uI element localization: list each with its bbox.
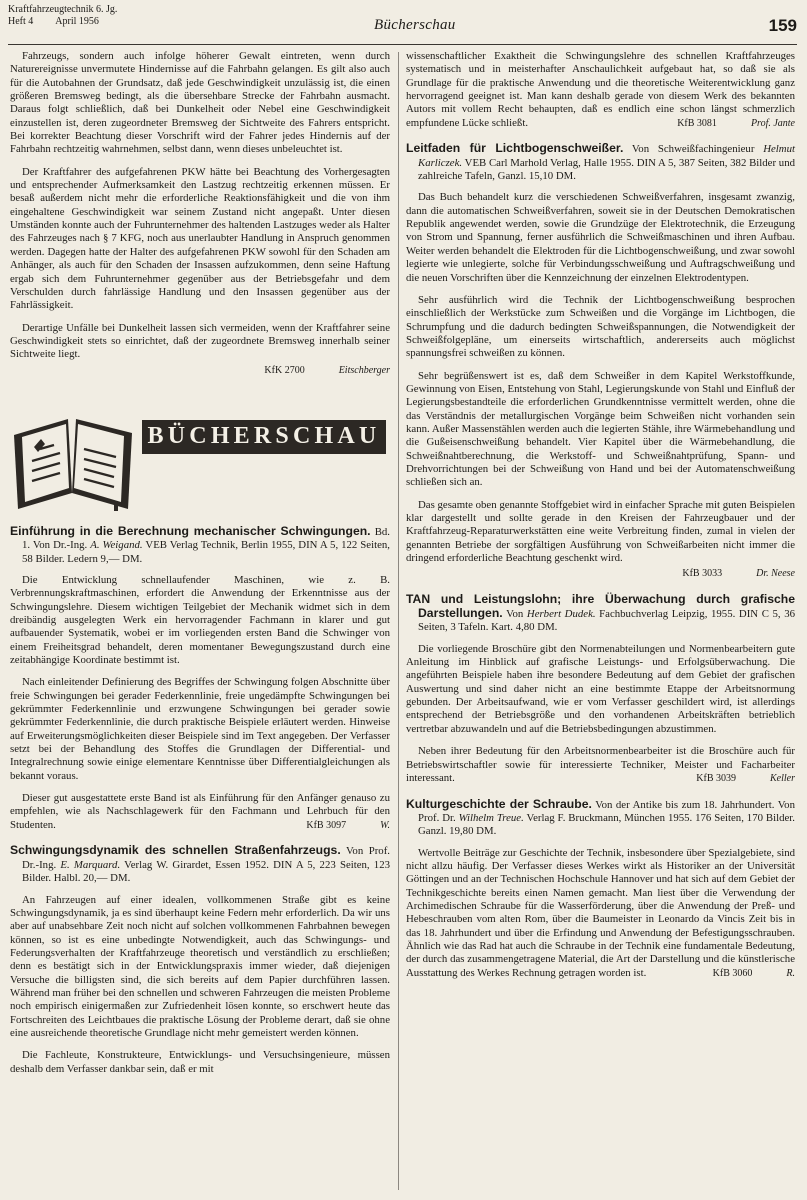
section-title: Bücherschau [374,17,456,33]
review-biblio: VEB Carl Marhold Verlag, Halle 1955. DIN A 5, 387 Seiten, 382 Bilder und zahlreiche Tafeln, Ganzl. 15,10 DM. [418,156,795,183]
issue-number: Heft 4 [8,16,34,27]
review-paragraph: Die Entwicklung schnellaufender Maschinen, wie z. B. Verbrennungskraftmaschinen, erfordert die Anwendung der Erkenntnisse aus der Schwingungslehre. Diesem wichtigen Teilgebiet der Mechanik widmet sich in dem dreibändig ausgelegten Werk ein hervorragender Fachmann in klarer und gut aufbauender Systematik, wobei er im vorliegenden ersten Band die Schwinger von einem Freiheitsgrad behandelt, deren momentaner Bewegungszustand durch eine zeitabhängige Koordinate bestimmt ist. [10,573,390,666]
signature-code: KfB 3039 [696,773,736,785]
review-paragraph: wissenschaftlicher Exaktheit die Schwingungslehre des schnellen Kraftfahrzeuges systematisch und in meisterhafter Anschaulichkeit aufgebaut hat, so daß sie als Grundlage für die praktische Anwendung und die theoretische Weiterentwicklung ganz hervorragend geeignet ist. Man kann deshalb gerade von diesem Werk des bekannten Autors mit vollem Recht behaupten, daß es endlich eine schon längst schmerzlich empfundene Lücke schließt. [406,50,795,129]
banner-bar [142,420,386,454]
review-paragraph: Nach einleitender Definierung des Begriffes der Schwingung folgen Abschnitte über freie Schwingungen bei gerader Federkennlinie, freie ungedämpfte Schwingungen bei gekrümmter Federkennlinie und erzwungene Schwingungen bei gerader sowie gekrümmter Federkennlinie, die durch praktische Beispiele erläutert werden. Hinweise auf Erweiterungsmöglichkeiten dieser Beispiele sind im Text angegeben. Der Verfasser setzt bei der Behandlung des Stoffes die Grundlagen der Differential- und Integralrechnung sowie einige elementare Kenntnisse über Differentialgleichungen als bekannt voraus. [10,676,390,782]
right-column [406,50,795,992]
left-column [10,50,390,1085]
review-heading [10,525,390,566]
open-book-icon [10,389,390,519]
review-signature [406,567,795,580]
review-heading [10,844,390,885]
article-paragraph: Der Kraftfahrer des aufgefahrenen PKW hätte bei Beachtung des Vorhergesagten und entsprechender Aufmerksamkeit den Lastzug rechtzeitig erkennen müssen. Er besaß außerdem nicht mehr die erforderliche Reaktionsfähigkeit und die von ihm eingehaltene Geschwindigkeit war seinem Zustand nicht angepaßt. Unter diesen Umständen konnte auch der Fuhrunternehmer des haltenden Lastzuges weder als Halter des Fahrzeuges nach § 7 KFG, noch aus unerlaubter Handlung in Anspruch genommen werden. Dagegen hatte der Halter des aufgefahrenen PKW sowohl für den Schaden am Anhänger, als auch für den Schaden der Insassen aufzukommen, denn seine Haftung ergab sich dem Fuhrunternehmer gegenüber aus der Betriebsgefahr und dem Verschulden durch fahrlässige Handlung und den Insassen gegenüber aus der Fahrlässigkeit. [10,165,390,312]
bucherschau-banner [10,389,390,519]
review-title: Einführung in die Berechnung mechanischer Schwingungen. [10,523,371,538]
review-biblio: Von der Antike bis zum 18. Jahrhundert. Von Prof. Dr. [418,798,795,824]
signature-code: KfB 3097 [306,820,347,832]
review-biblio: Von Schweißfachingenieur [631,143,755,156]
review-biblio: Verlag F. Bruckmann, München 1955. 176 Seiten, 170 Bilder. Ganzl. 19,80 DM. [418,811,795,838]
signature-code: KfB 3033 [682,568,723,580]
page-header [8,4,797,45]
review-paragraph: Wertvolle Beiträge zur Geschichte der Technik, insbesondere über Spezialgebiete, sind nicht allzu häufig. Der Verfasser dieses Werkes wirkt als Historiker an der Universität Göttingen und an der Technischen Hochschule Hannover und hat sich auf dem Gebiet der Technikgeschichte bereits einen Namen gemacht. Man liest über die Verwendung der Archimedischen Schraube für die Wasserförderung, über die Anwendung der Preß- und Hebeschrauben vom alten Rom, über die Baumeister in Leonardo da Vincis Zeit bis in das 18. Jahrhundert und über die Erfindung und Anwendung der Befestigungsschrauben. Ähnlich wie das Rad hat auch die Schraube in der Technik eine fundamentale Bedeutung, der durch das zusammengetragene Material, die Art der Darstellung und die künstlerische Ausstattung des Werkes Rechnung getragen worden ist. [406,846,795,979]
review-biblio: VEB Verlag Technik, Berlin 1955, DIN A 5, 122 Seiten, 58 Bilder. Ledern 9,— DM. [22,539,390,565]
review-paragraph: Das gesamte oben genannte Stoffgebiet wird in einfacher Sprache mit guten Beispielen klar dargestellt und sollte gerade in den Kreisen der Fahrzeugbauer und der Kraftfahrzeug-Reparaturwerkstätten eine weite Verbreitung finden, zumal in vielen der genannten Betriebe der sorgfältigen Ausführung von Schweißarbeiten nicht immer die dringend erforderliche Beachtung geschenkt wird. [406,498,795,565]
review-paragraph: Das Buch behandelt kurz die verschiedenen Schweißverfahren, insgesamt zwanzig, dann die automatischen Schweißverfahren, soweit sie in der Deutschen Demokratischen Republik angewendet werden, sowie die Grundzüge der Elektrotechnik, die Erzeugung von Strom und Spannung, ferner ausführlich die Schweißmaschinen und ihren Aufbau. Weiter werden behandelt die Elektroden für die Lichtbogenschweißung, und zwar sowohl legierte wie unlegierte, solche für Verbindungsschweißung und Auftragschweißung und die neuen Vorschriften über die Kennzeichnung der einzelnen Elektrodentypen. [406,191,795,284]
review-author: Helmut Karliczek. [418,143,795,169]
review-paragraph: An Fahrzeugen auf einer idealen, vollkommenen Straße gibt es keine Schwingungsdynamik, ja es sind überhaupt keine Federn mehr erforderlich. Da wir uns aber auf unabsehbare Zeit noch nicht auf solchen vollkommenen Fahrbahnen bewegen können, so ist es eine unbedingte Notwendigkeit, auch das Schwingungs- und Federungsverhalten der Kraftfahrzeuge theoretisch und verständlich zu erschließen; denn es bestätigt sich in der Entwicklungspraxis immer wieder, daß diejenigen Versuche die billigsten sind, die sich bereits auf dem Papier durchführen lassen. Während man früher bei den schnellen und schweren Fahrzeugen die meisten Probleme noch empirisch einigermaßen zur Zufriedenheit lösen konnte, so erschwert heute das Fortschreiten des Leichtbaues die praktische Lösung der Probleme derart, daß sie ohne eine ausreichende theoretische Grundlage nicht mehr gemeistert werden können. [10,893,390,1039]
review-title: Schwingungsdynamik des schnellen Straßenfahrzeugs. [10,843,341,858]
review-author: E. Marquard. [60,858,121,871]
review-paragraph: Dieser gut ausgestattete erste Band ist als Einführung für den Anfänger genauso zu empfehlen, wie als Nachschlagewerk für den Fachmann und Lehrbuch für den Studenten. [10,792,390,831]
review-title: Kulturgeschichte der Schraube. [406,796,592,811]
signature-author: Prof. Jante [750,118,795,130]
signature-author: Eitschberger [338,364,390,376]
journal-info [8,4,117,28]
review-biblio: Von [506,608,524,621]
column-divider [398,52,399,1190]
review-paragraph: Neben ihrer Bedeutung für den Arbeitsnormenbearbeiter ist die Broschüre auch für Betriebswirtschaftler sowie für interessierte Techniker, Meister und Facharbeiter interessant. [406,745,795,784]
signature-author: W. [380,820,390,832]
issue-date [8,16,117,28]
signature-code: KfB 3060 [712,968,753,979]
review-heading [406,142,795,183]
review-author: Herbert Dudek. [526,608,596,621]
review-title: Leitfaden für Lichtbogenschweißer. [406,141,624,156]
signature-author: R. [786,968,795,979]
signature-author: Dr. Neese [756,568,795,580]
review-title: TAN und Leistungslohn; ihre Überwachung durch grafische Darstellungen. [406,591,795,621]
review-heading [406,798,795,839]
review-biblio: Bd. 1. Von Dr.-Ing. [22,525,390,552]
article-paragraph: Derartige Unfälle bei Dunkelheit lassen sich vermeiden, wenn der Kraftfahrer seine Geschwindigkeit stets so einrichtet, daß der zugeordnete Bremsweg innerhalb seiner Sichtweite liegt. [10,321,390,361]
review-heading [406,593,795,635]
review-author: Wilhelm Treue. [458,811,524,824]
issue-month: April 1956 [55,16,99,27]
banner-title: BÜCHERSCHAU [147,423,381,450]
journal-name: Kraftfahrzeugtechnik 6. Jg. [8,4,118,15]
review-biblio: Fachbuchverlag Leipzig, 1955. DIN C 5, 36 Seiten, 3 Tafeln. Kart. 4,80 DM. [418,608,796,634]
article-signature [10,364,390,377]
article-paragraph: Fahrzeugs, sondern auch infolge höherer Gewalt eintreten, wenn durch Naturereignisse unvermutete Hindernisse auf die Fahrbahn gelangen. Es gilt also auch für die Autobahnen der Grundsatz, daß jede Geschwindigkeit unzulässig ist, die einen größeren Bremsweg bedingt, als die übersehbare Strecke der Fahrbahn ausmacht. Daraus folgt schließlich, daß bei Dunkelheit oder Nebel eine Geschwindigkeit einzustellen ist, deren zugeordneter Bremsweg der Sichtweite des Fahrers entspricht. Bei korrekter Beachtung dieser Vorschrift wird der Fahrer jedes Hindernis auf der Fahrbahn rechtzeitig wahrnehmen, selbst dann, wenn dieses unbeleuchtet ist. [10,50,390,156]
review-paragraph: Sehr begrüßenswert ist es, daß dem Schweißer in dem Kapitel Werkstoffkunde, Gewinnung von Eisen, Entstehung von Stahl, Legierungskunde von Stahl und Einfluß der Legierungsbestandteile die erforderlichen Grundkenntnisse vermittelt werden, ohne die das Verständnis der metallurgischen Vorgänge beim Schweißen nicht vorhanden sein kann. Außer Massenstählen werden auch die legierten Stähle, ihre Wärmebehandlung und die Gußeisenschweißung behandelt. Vier Kapitel über die Wärmebehandlung, die Schweißnahtberechnung, die Werkstoff- und Schweißnahtprüfung, Spann- und Drehvorrichtungen bei der Schweißung von Hand und bei der Automatenschweißung schließen sich an. [406,369,795,489]
review-paragraph: Sehr ausführlich wird die Technik der Lichtbogenschweißung besprochen einschließlich der Werkstücke zum Schweißen und die Vorgänge im Lichtbogen, die Schrumpfung und die dadurch bedingten Schweißspannungen, die Notwendigkeit der Schweißfolgepläne, um einerseits wirtschaftlich, andererseits auch möglichst spannungsfrei schweißen zu können. [406,293,795,360]
signature-code: KfK 2700 [264,364,305,376]
signature-code: KfB 3081 [677,118,717,130]
review-author: A. Weigand. [90,539,143,552]
review-paragraph: Die Fachleute, Konstrukteure, Entwicklungs- und Versuchsingenieure, müssen deshalb dem Verfasser dankbar sein, daß er mit [10,1049,390,1075]
signature-author: Keller [770,773,795,785]
page-number: 159 [768,16,797,35]
review-signature [406,772,795,785]
review-biblio: Verlag W. Girardet, Essen 1952. DIN A 5, 223 Seiten, 123 Bilder. Halbl. 20,— DM. [22,858,391,885]
review-paragraph: Die vorliegende Broschüre gibt den Normenabteilungen und Normenbearbeitern gute Anleitung im Hinblick auf grafische Leistungs- und Erfolgsüberwachung. Die angeführten Beispiele haben ihre besondere Bedeutung auf dem Gebiet der grafischen Auswertung und sind daher nicht an eine bestimmte Etappe der Arbeitsnormung gebunden. Der Arbeitsaufwand, wie er vom Verfasser geschildert wird, ist allerdings entsprechend der Betriebsgröße und den vorhandenen Arbeitskräften betrieblich vertretbar abzuwandeln und auf die Betriebsbedingungen abzustimmen. [406,642,795,735]
review-biblio: Von Prof. Dr.-Ing. [22,845,390,871]
review-signature [10,819,390,832]
